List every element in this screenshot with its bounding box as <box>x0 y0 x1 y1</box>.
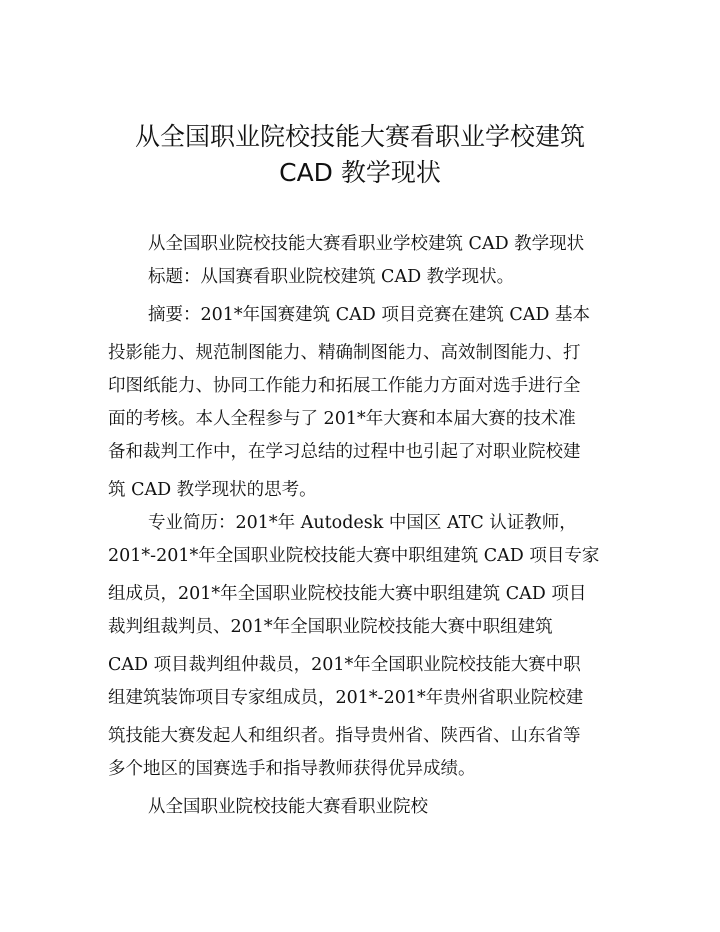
text-line: 面的考核。本人全程参与了 201*年大赛和本届大赛的技术准 <box>108 409 576 429</box>
text-line: 组成员，201*年全国职业院校技能大赛中职组建筑 CAD 项目 <box>108 584 587 604</box>
text-line: 多个地区的国赛选手和指导教师获得优异成绩。 <box>108 759 476 779</box>
text-line: 201*-201*年全国职业院校技能大赛中职组建筑 CAD 项目专家 <box>108 546 600 566</box>
document-title-line-2: CAD 教学现状 <box>279 158 441 187</box>
text-line: 组建筑装饰项目专家组成员，201*-201*年贵州省职业院校建 <box>108 688 584 708</box>
document-title-line-1: 从全国职业院校技能大赛看职业学校建筑 <box>134 122 585 151</box>
text-line: 筑技能大赛发起人和组织者。指导贵州省、陕西省、山东省等 <box>108 726 581 746</box>
text-line: 从全国职业院校技能大赛看职业院校 <box>148 797 428 817</box>
text-line: 从全国职业院校技能大赛看职业学校建筑 CAD 教学现状 <box>148 234 585 254</box>
text-line: 标题：从国赛看职业院校建筑 CAD 教学现状。 <box>148 267 515 287</box>
text-line: 裁判组裁判员、201*年全国职业院校技能大赛中职组建筑 <box>108 617 553 637</box>
text-line: CAD 项目裁判组仲裁员，201*年全国职业院校技能大赛中职 <box>108 655 581 675</box>
text-line: 备和裁判工作中，在学习总结的过程中也引起了对职业院校建 <box>108 442 581 462</box>
text-line: 印图纸能力、协同工作能力和拓展工作能力方面对选手进行全 <box>108 376 581 396</box>
text-line: 摘要：201*年国赛建筑 CAD 项目竞赛在建筑 CAD 基本 <box>148 305 591 325</box>
text-line: 专业简历：201*年 Autodesk 中国区 ATC 认证教师， <box>148 513 577 533</box>
text-line: 投影能力、规范制图能力、精确制图能力、高效制图能力、打 <box>108 343 581 363</box>
text-line: 筑 CAD 教学现状的思考。 <box>108 480 317 500</box>
